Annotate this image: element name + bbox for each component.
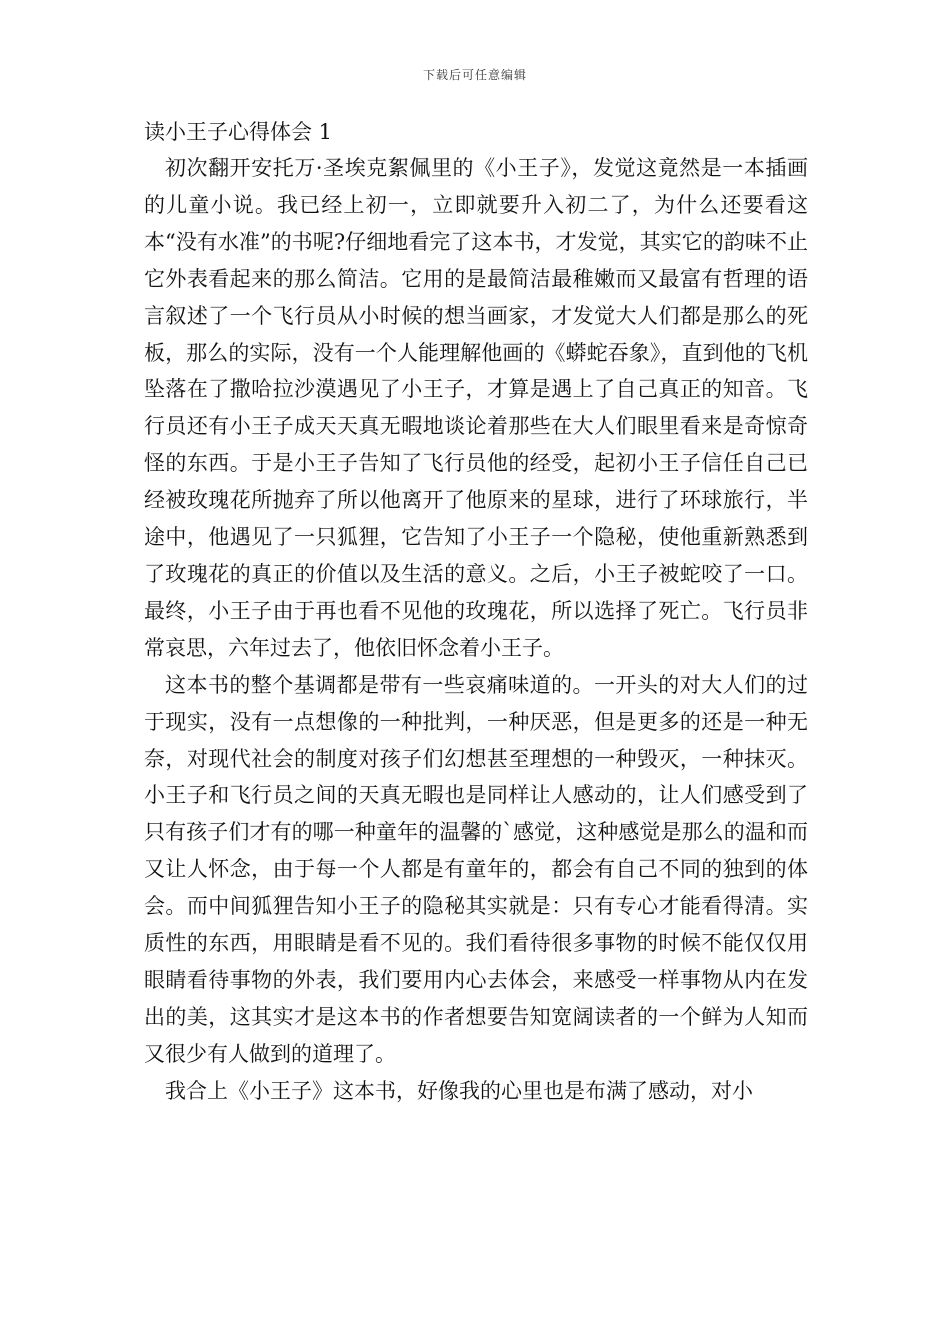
paragraph-3: 我合上《小王子》这本书，好像我的心里也是布满了感动，对小 — [165, 1078, 753, 1103]
header-note: 下载后可任意编辑 — [422, 68, 527, 82]
paragraph-1: 初次翻开安托万·圣埃克絮佩里的《小王子》，发觉这竟然是一本插画的儿童小说。我已经上初一，立即就要升入初二了，为什么还要看这本“没有水准”的书呢?仔细地看完了这本书，才发觉，其实它的韵味不止它外表看起来的那么简洁。它用的是最简洁最稚嫩而又最富有哲理的语言叙述了一个飞行员从小时候的想当画家，才发觉大人们都是那么的死板，那么的实际，没有一个人能理解他画的《蟒蛇吞象》，直到他的飞机坠落在了撒哈拉沙漠遇见了小王子，才算是遇上了自己真正的知音。飞行员还有小王子成天天真无暇地谈论着那些在大人们眼里看来是奇惊奇怪的东西。于是小王子告知了飞行员他的经受，起初小王子信任自己已经被玫瑰花所抛弃了所以他离开了他原来的星球，进行了环球旅行，半途中，他遇见了一只狐狸，它告知了小王子一个隐秘，使他重新熟悉到了玫瑰花的真正的价值以及生活的意义。之后，小王子被蛇咬了一口。最终，小王子由于再也看不见他的玫瑰花，所以选择了死亡。飞行员非常哀思，六年过去了，他依旧怀念着小王子。 — [144, 156, 808, 660]
document-body — [144, 114, 808, 1110]
document-title: 读小王子心得体会 1 — [144, 120, 333, 144]
paragraph-2: 这本书的整个基调都是带有一些哀痛味道的。一开头的对大人们的过于现实，没有一点想像的一种批判，一种厌恶，但是更多的还是一种无奈，对现代社会的制度对孩子们幻想甚至理想的一种毁灭，一种抹灭。小王子和飞行员之间的天真无暇也是同样让人感动的，让人们感受到了只有孩子们才有的哪一种童年的温馨的`感觉，这种感觉是那么的温和而又让人怀念，由于每一个人都是有童年的，都会有自己不同的独到的体会。而中间狐狸告知小王子的隐秘其实就是：只有专心才能看得清。实质性的东西，用眼睛是看不见的。我们看待很多事物的时候不能仅仅用眼睛看待事物的外表，我们要用内心去体会，来感受一样事物从内在发出的美，这其实才是这本书的作者想要告知宽阔读者的一个鲜为人知而又很少有人做到的道理了。 — [144, 672, 808, 1066]
